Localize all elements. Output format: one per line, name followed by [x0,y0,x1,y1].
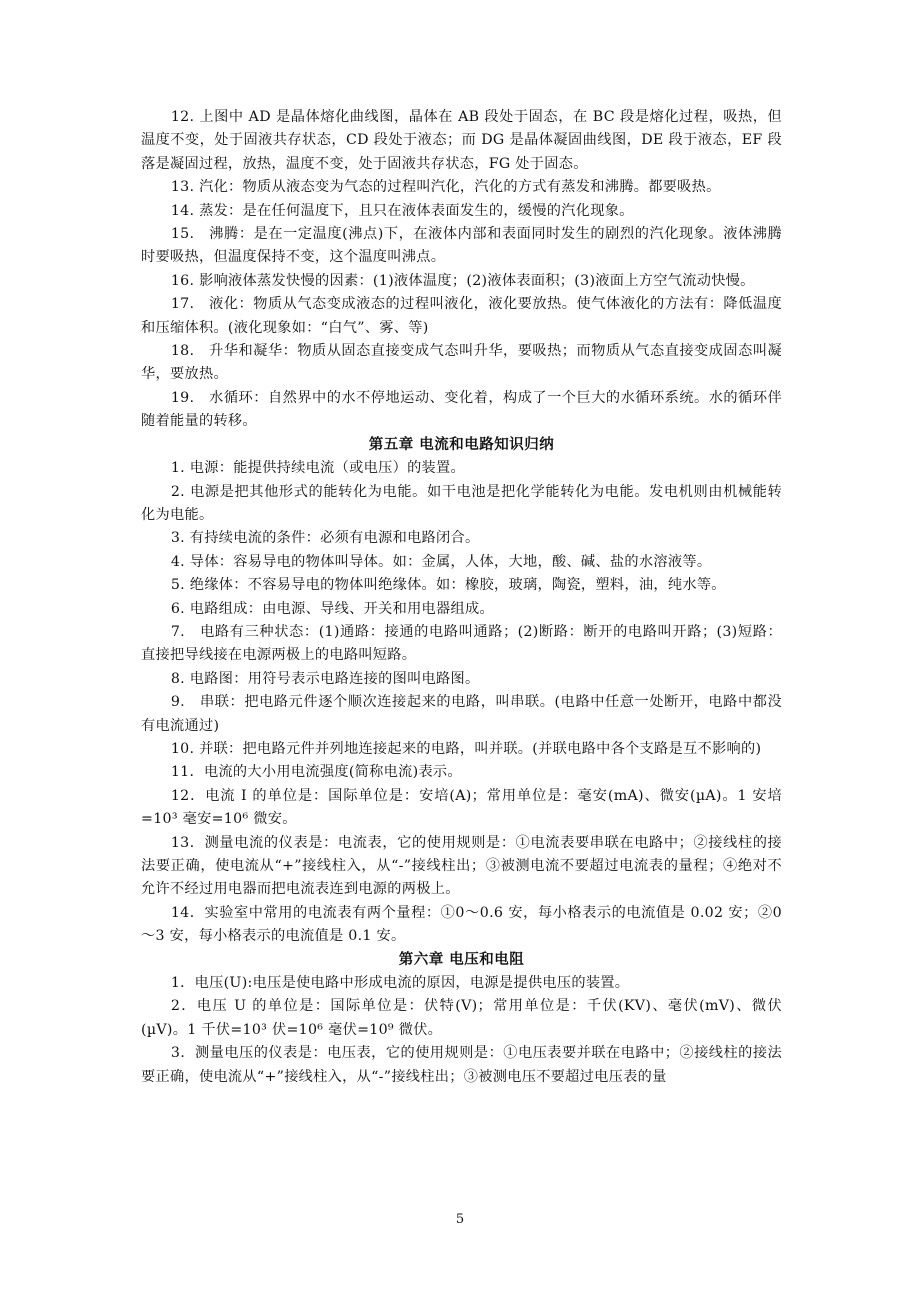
paragraph: 9. 串联：把电路元件逐个顺次连接起来的电路，叫串联。(电路中任意一处断开，电路中都没有电流通过) [141,694,782,734]
paragraph: 14. 蒸发：是在任何温度下，且只在液体表面发生的，缓慢的汽化现象。 [170,202,634,219]
paragraph: 18. 升华和凝华：物质从固态直接变成气态叫升华，要吸热；而物质从气态直接变成固态叫凝华，要放热。 [141,343,782,383]
paragraph: 15. 沸腾：是在一定温度(沸点)下，在液体内部和表面同时发生的剧烈的汽化现象。液体沸腾时要吸热，但温度保持不变，这个温度叫沸点。 [141,226,782,266]
paragraph: 6. 电路组成：由电源、导线、开关和用电器组成。 [170,600,494,617]
paragraph: 12. 上图中 AD 是晶体熔化曲线图，晶体在 AB 段处于固态，在 BC 段是熔化过程，吸热，但温度不变，处于固液共存状态，CD 段处于液态；而 DG 是晶体凝固曲线图，DE 段于液态，EF 段落是凝固过程，放热，温度不变，处于固液共存状态，FG 处于固态。 [141,109,782,172]
paragraph: 14．实验室中常用的电流表有两个量程：①0～0.6 安，每小格表示的电流值是 0.02 安；②0～3 安，每小格表示的电流值是 0.1 安。 [141,904,782,945]
paragraph: 1. 电源：能提供持续电流（或电压）的装置。 [170,460,466,477]
paragraph: 4. 导体：容易导电的物体叫导体。如：金属，人体，大地，酸、碱、盐的水溶液等。 [170,553,712,570]
paragraph: 3. 有持续电流的条件：必须有电源和电路闭合。 [170,530,480,547]
paragraph: 17. 液化：物质从气态变成液态的过程叫液化，液化要放热。使气体液化的方法有：降低温度和压缩体积。(液化现象如：“白气”、雾、等) [141,296,782,336]
paragraph: 5. 绝缘体：不容易导电的物体叫绝缘体。如：橡胶，玻璃，陶瓷，塑料，油，纯水等。 [170,577,726,594]
chapter-5-heading: 第五章 电流和电路知识归纳 [368,436,555,453]
paragraph: 8. 电路图：用符号表示电路连接的图叫电路图。 [170,670,480,687]
paragraph: 13. 汽化：物质从液态变为气态的过程叫汽化，汽化的方式有蒸发和沸腾。都要吸热。 [170,179,721,196]
paragraph: 13．测量电流的仪表是：电流表，它的使用规则是：①电流表要串联在电路中；②接线柱的接法要正确，使电流从“+”接线柱入，从“-”接线柱出；③被测电流不要超过电流表的量程；④绝对不允许不经过用电器而把电流表连到电源的两极上。 [141,834,782,898]
paragraph: 2．电压 U 的单位是：国际单位是：伏特(V)；常用单位是：千伏(KV)、毫伏(mV)、微伏(µV)。1 千伏=10³ 伏=10⁶ 毫伏=10⁹ 微伏。 [141,998,782,1038]
paragraph: 7. 电路有三种状态：(1)通路：接通的电路叫通路；(2)断路：断开的电路叫开路；(3)短路：直接把导线接在电源两极上的电路叫短路。 [141,623,782,664]
paragraph: 11．电流的大小用电流强度(简称电流)表示。 [170,764,462,781]
paragraph: 19. 水循环：自然界中的水不停地运动、变化着，构成了一个巨大的水循环系统。水的循环伴随着能量的转移。 [141,389,782,430]
page-number: 5 [455,1212,465,1227]
paragraph: 10. 并联：把电路元件并列地连接起来的电路，叫并联。(并联电路中各个支路是互不影响的) [170,740,762,757]
paragraph: 12．电流 I 的单位是：国际单位是：安培(A)；常用单位是：毫安(mA)、微安(µA)。1 安培=10³ 毫安=10⁶ 微安。 [141,787,782,828]
paragraph: 16. 影响液体蒸发快慢的因素：(1)液体温度；(2)液体表面积；(3)液面上方空气流动快慢。 [170,272,755,289]
paragraph: 3．测量电压的仪表是：电压表，它的使用规则是：①电压表要并联在电路中；②接线柱的接法要正确，使电流从“+”接线柱入，从“-”接线柱出；③被测电压不要超过电压表的量 [141,1045,782,1085]
paragraph: 2. 电源是把其他形式的能转化为电能。如干电池是把化学能转化为电能。发电机则由机械能转化为电能。 [141,483,782,523]
chapter-6-heading: 第六章 电压和电阻 [398,951,525,968]
page-content [141,106,782,1089]
paragraph: 1．电压(U):电压是使电路中形成电流的原因，电源是提供电压的装置。 [170,975,630,992]
